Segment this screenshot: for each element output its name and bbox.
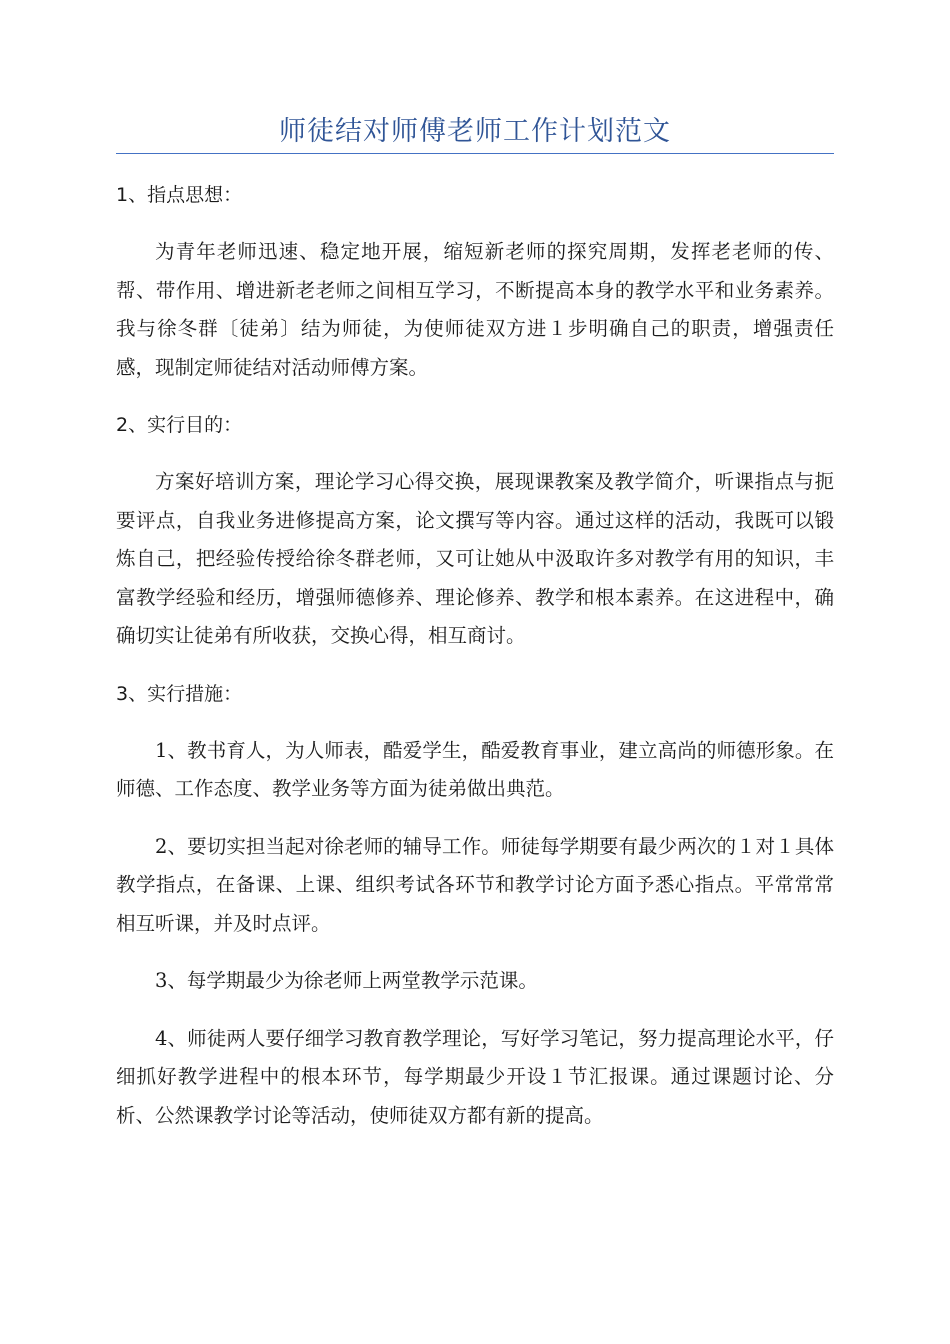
paragraph: 为青年老师迅速、稳定地开展，缩短新老师的探究周期，发挥老老师的传、帮、带作用、增进新老老师之间相互学习，不断提高本身的教学水平和业务素养。我与徐冬群〔徒弟〕结为师徒，为使师徒双方进１步明确自己的职责，增强责任感，现制定师徒结对活动师傅方案。 [116, 240, 834, 379]
paragraph: 1、教书育人，为人师表，酷爱学生，酷爱教育事业，建立高尚的师德形象。在师德、工作态度、教学业务等方面为徒弟做出典范。 [116, 738, 834, 800]
title-underline [116, 153, 834, 154]
document-body [116, 176, 834, 1154]
paragraph: 4、师徒两人要仔细学习教育教学理论，写好学习笔记，努力提高理论水平，仔细抓好教学进程中的根本环节，每学期最少开设１节汇报课。通过课题讨论、分析、公然课教学讨论等活动，使师徒双方都有新的提高。 [116, 1026, 834, 1127]
paragraph: 3、每学期最少为徐老师上两堂教学示范课。 [155, 969, 538, 992]
paragraph: 2、要切实担当起对徐老师的辅导工作。师徒每学期要有最少两次的１对１具体教学指点，在备课、上课、组织考试各环节和教学讨论方面予悉心指点。平常常常相互听课，并及时点评。 [116, 834, 834, 935]
section-heading: 3、实行措施： [116, 682, 243, 705]
section-heading: 1、指点思想： [116, 184, 243, 206]
section-objectives [116, 406, 834, 656]
document-title: 师徒结对师傅老师工作计划范文 [279, 116, 671, 147]
section-guiding-ideology [116, 176, 834, 387]
section-measures [116, 675, 834, 1136]
section-heading: 2、实行目的： [116, 414, 243, 436]
paragraph: 方案好培训方案，理论学习心得交换，展现课教案及教学简介，听课指点与扼要评点，自我业务进修提高方案，论文撰写等内容。通过这样的活动，我既可以锻炼自己，把经验传授给徐冬群老师，又可让她从中汲取许多对教学有用的知识，丰富教学经验和经历，增强师德修养、理论修养、教学和根本素养。在这进程中，确确切实让徒弟有所收获，交换心得，相互商讨。 [116, 470, 834, 647]
